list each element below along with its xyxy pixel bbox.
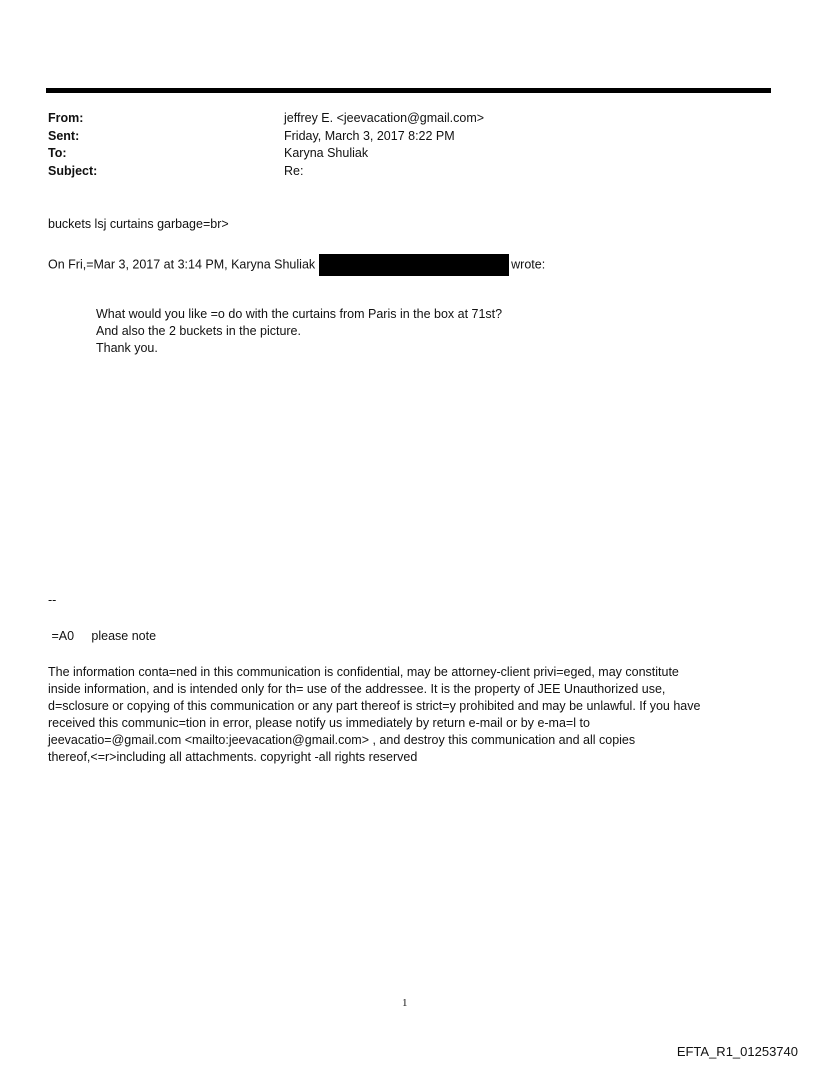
please-note: =A0 please note bbox=[48, 629, 157, 643]
quoted-line: Thank you. bbox=[96, 341, 158, 355]
disclaimer-line: jeevacatio=@gmail.com <mailto:jeevacation@gmail.com> , and destroy this communication and all copies bbox=[48, 733, 636, 747]
subject-row bbox=[48, 163, 484, 181]
quoted-line: What would you like =o do with the curtains from Paris in the box at 71st? bbox=[96, 307, 503, 321]
from-row bbox=[48, 110, 484, 128]
sent-row bbox=[48, 128, 484, 146]
attribution-suffix: wrote: bbox=[511, 257, 546, 272]
disclaimer-line: d=sclosure or copying of this communication or any part thereof is strict=y prohibited and may be unlawful. If you have bbox=[48, 699, 701, 713]
from-label: From: bbox=[48, 111, 84, 125]
quoted-line: And also the 2 buckets in the picture. bbox=[96, 324, 301, 338]
attribution-line bbox=[48, 254, 545, 276]
sent-value: Friday, March 3, 2017 8:22 PM bbox=[284, 128, 455, 143]
subject-value: Re: bbox=[284, 163, 304, 178]
quoted-message bbox=[96, 306, 502, 357]
bates-number: EFTA_R1_01253740 bbox=[676, 1044, 798, 1059]
email-header bbox=[48, 110, 484, 180]
to-value: Karyna Shuliak bbox=[284, 146, 369, 160]
to-label: To: bbox=[48, 146, 67, 160]
from-value: jeffrey E. <jeevacation@gmail.com> bbox=[284, 111, 485, 125]
disclaimer-line: inside information, and is intended only for th= use of the addressee. It is the property of JEE Unauthorized use, bbox=[48, 682, 666, 696]
sent-label: Sent: bbox=[48, 128, 80, 143]
to-row bbox=[48, 145, 484, 163]
header-rule bbox=[46, 88, 771, 93]
signature-separator: -- bbox=[48, 593, 57, 607]
attribution-prefix: On Fri,=Mar 3, 2017 at 3:14 PM, Karyna Shuliak bbox=[48, 257, 316, 272]
disclaimer-line: received this communic=tion in error, please notify us immediately by return e-mail or by e-ma=l to bbox=[48, 716, 590, 730]
page-number: 1 bbox=[402, 997, 408, 1009]
disclaimer bbox=[48, 664, 700, 766]
subject-label: Subject: bbox=[48, 163, 98, 178]
reply-text: buckets lsj curtains garbage=br> bbox=[48, 217, 229, 231]
redaction-box bbox=[319, 254, 509, 276]
disclaimer-line: The information conta=ned in this communication is confidential, may be attorney-client privi=eged, may constitute bbox=[48, 665, 679, 679]
disclaimer-line: thereof,<=r>including all attachments. copyright -all rights reserved bbox=[48, 750, 418, 764]
